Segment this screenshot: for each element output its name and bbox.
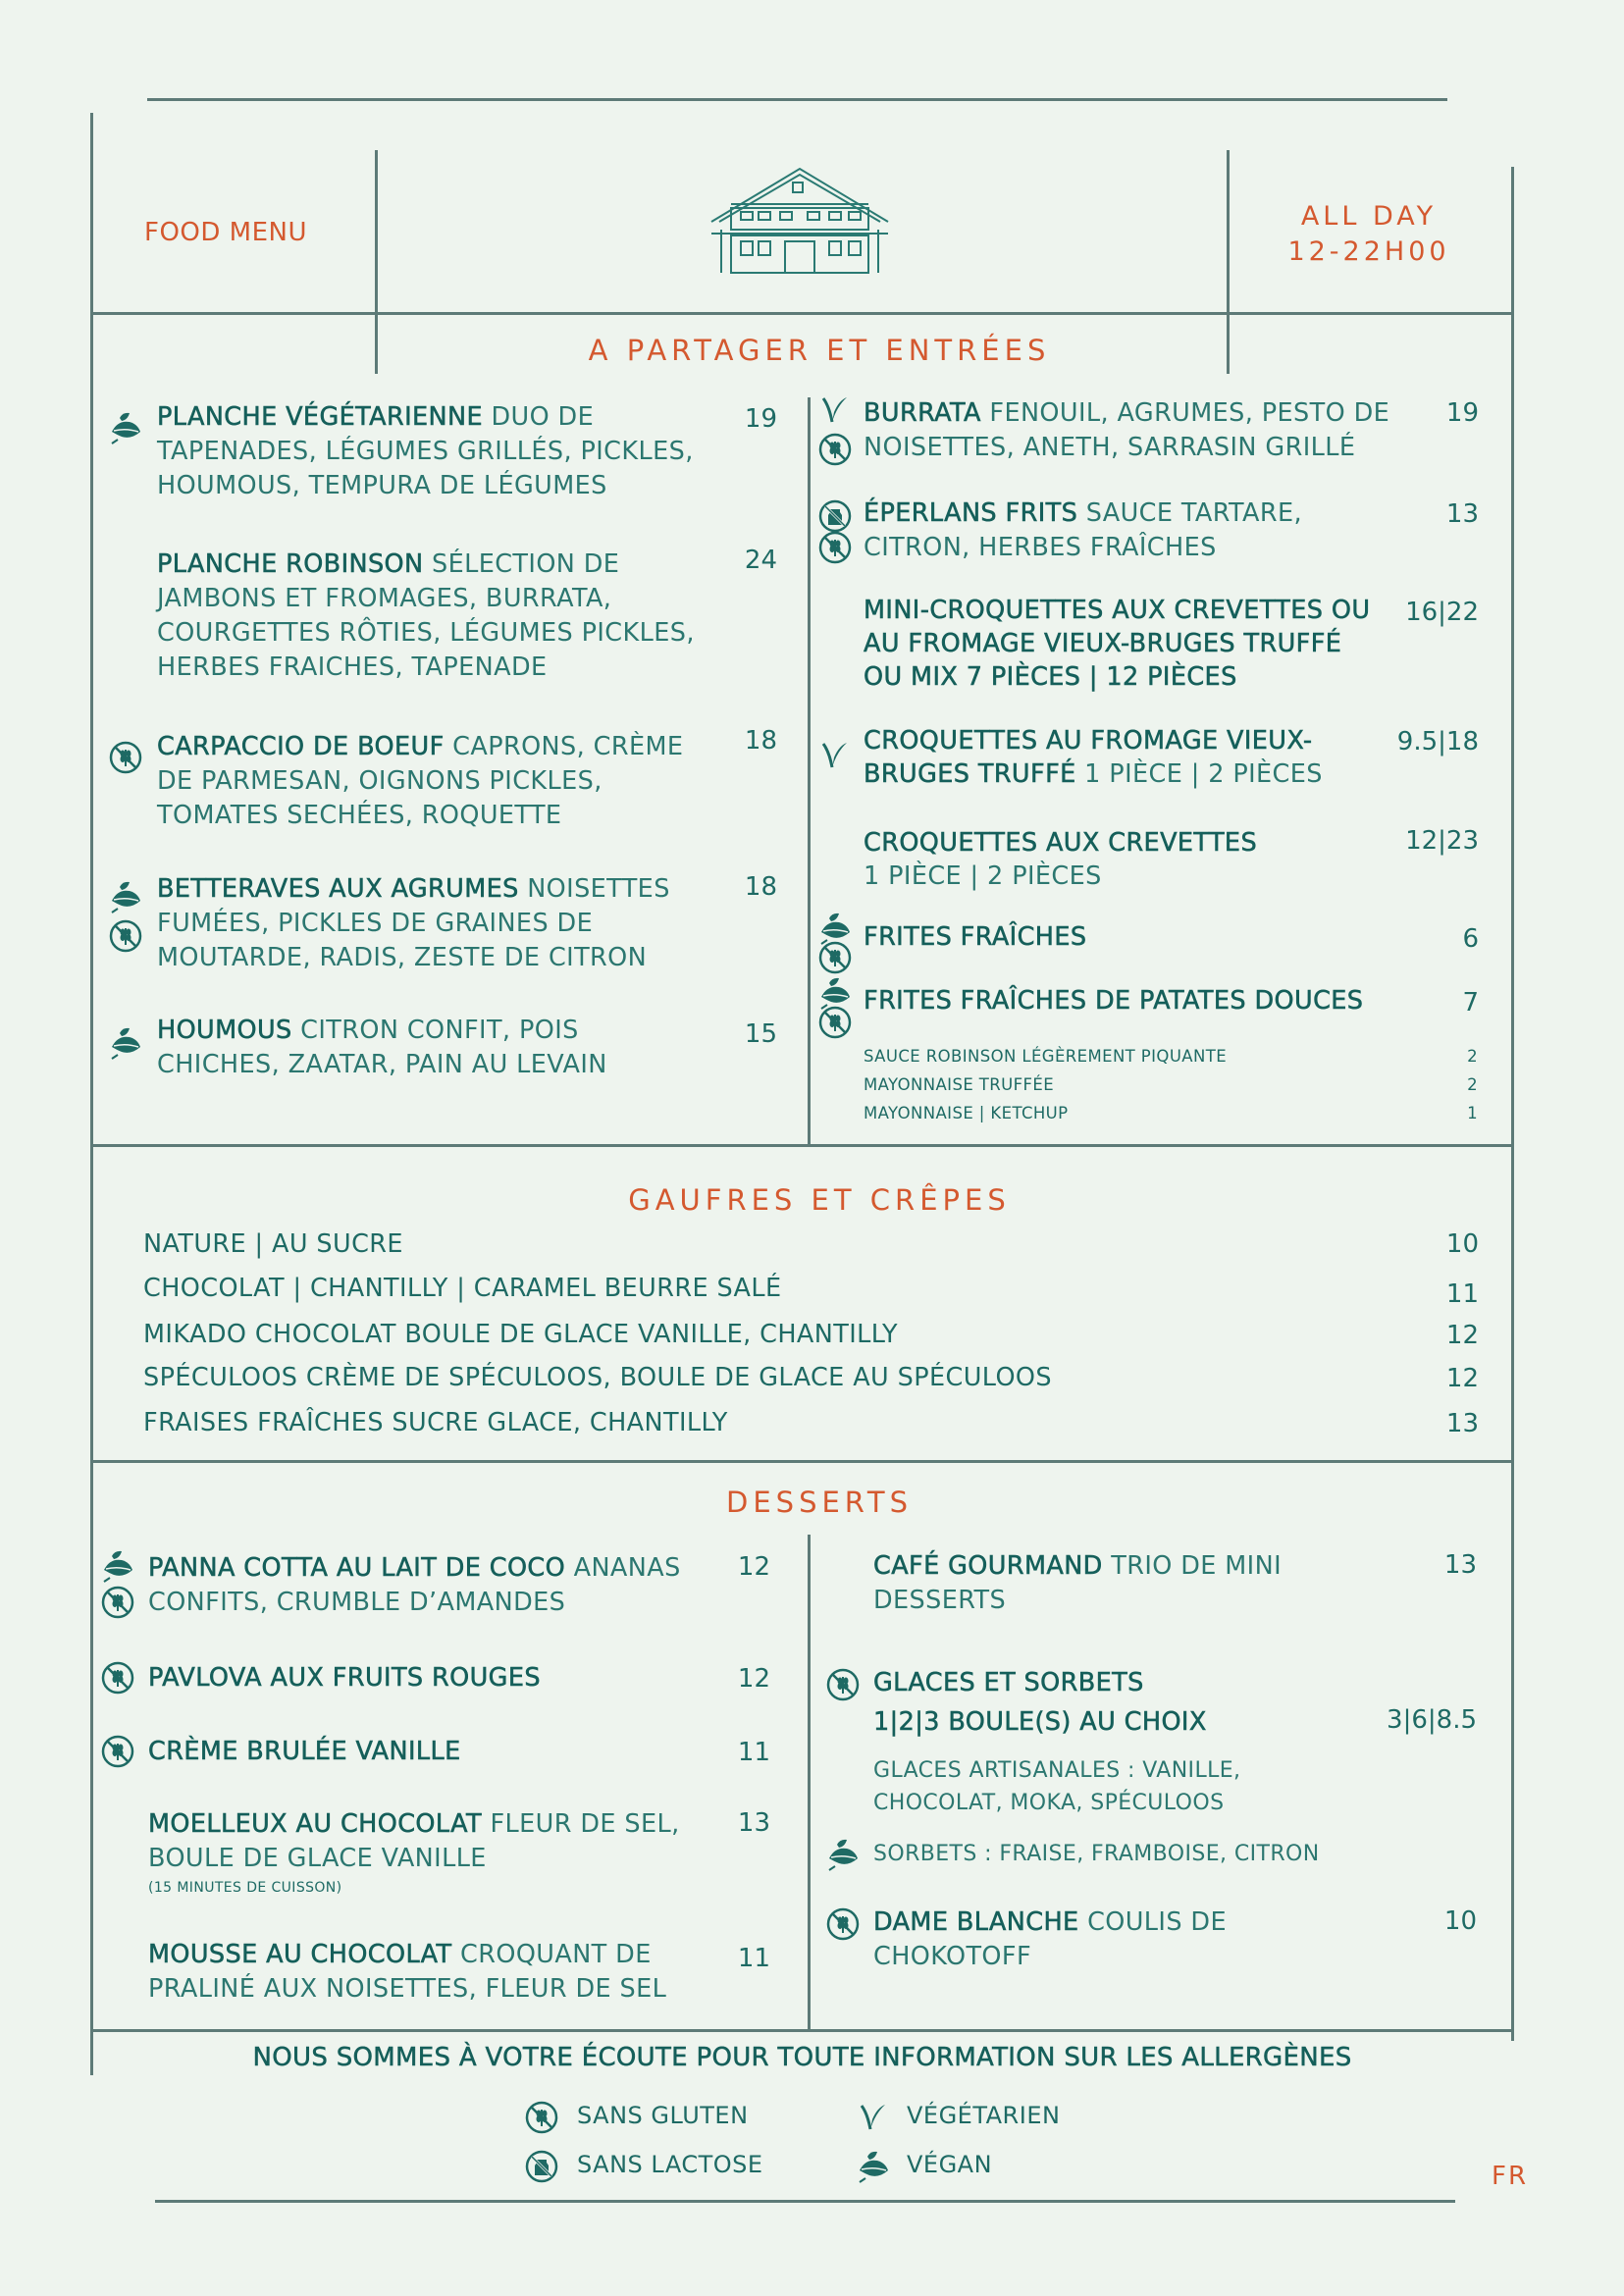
desserts-bottom-line [90, 2029, 1514, 2032]
price: 12 [1445, 1321, 1479, 1350]
menu-item-glaces-sorbets: GLACES ET SORBETS 1|2|3 BOULE(S) AU CHOIX [873, 1668, 1207, 1737]
price: 10 [1443, 1906, 1477, 1936]
all-day-label: ALL DAY [1300, 201, 1438, 232]
vegan-icon [100, 1548, 135, 1584]
section-title-gaufres: GAUFRES ET CRÊPES [628, 1183, 1011, 1217]
menu-item-pavlova: PAVLOVA AUX FRUITS ROUGES [148, 1663, 541, 1693]
menu-item-frites-patates-douces: FRITES FRAÎCHES DE PATATES DOUCES [864, 986, 1364, 1016]
price: 11 [737, 1944, 770, 1973]
sauce-price: 2 [1467, 1047, 1478, 1066]
gluten-free-icon [825, 1906, 861, 1942]
menu-item-panna-cotta: PANNA COTTA AU LAIT DE COCO ANANAS CONFITS, CRUMBLE D’AMANDES [148, 1553, 681, 1617]
price: 6 [1462, 924, 1479, 954]
sauce-label: MAYONNAISE TRUFFÉE [864, 1075, 1055, 1094]
menu-item-mikado: MIKADO CHOCOLAT BOULE DE GLACE VANILLE, CHANTILLY [143, 1320, 898, 1349]
price: 9.5|18 [1396, 727, 1479, 757]
price: 3|6|8.5 [1387, 1705, 1477, 1735]
menu-item-planche-vegetarienne: PLANCHE VÉGÉTARIENNE DUO DE TAPENADES, LÉGUMES GRILLÉS, PICKLES, HOUMOUS, TEMPURA DE LÉGUMES [157, 402, 694, 500]
menu-item-betteraves: BETTERAVES AUX AGRUMES NOISETTES FUMÉES, PICKLES DE GRAINES DE MOUTARDE, RADIS, ZESTE DE CITRON [157, 874, 670, 972]
gluten-free-icon [100, 1585, 135, 1620]
menu-item-chocolat: CHOCOLAT | CHANTILLY | CARAMEL BEURRE SALÉ [143, 1274, 782, 1303]
price: 19 [1445, 398, 1479, 428]
vegan-icon [825, 1837, 861, 1872]
menu-item-cafe-gourmand: CAFÉ GOURMAND TRIO DE MINI DESSERTS [873, 1551, 1282, 1615]
left-border-line [90, 113, 93, 2075]
menu-item-nature: NATURE | AU SUCRE [143, 1229, 403, 1259]
vegetarian-icon [817, 392, 853, 428]
vegetarian-icon [817, 738, 853, 773]
vegan-icon [108, 410, 143, 445]
price: 13 [1445, 499, 1479, 529]
top-border-line [147, 98, 1447, 101]
menu-item-creme-brulee: CRÈME BRULÉE VANILLE [148, 1737, 461, 1766]
price: 13 [1443, 1550, 1477, 1580]
vegetarian-icon [856, 2100, 891, 2135]
gluten-free-icon [825, 1667, 861, 1702]
price: 10 [1445, 1229, 1479, 1259]
section-title-desserts: DESSERTS [726, 1486, 913, 1519]
glaces-description: GLACES ARTISANALES : VANILLE, CHOCOLAT, MOKA, SPÉCULOOS [873, 1758, 1241, 1815]
legend-label-sans-gluten: SANS GLUTEN [577, 2102, 749, 2129]
cooking-time-note: (15 MINUTES DE CUISSON) [148, 1880, 342, 1896]
desserts-column-divider [808, 1535, 811, 2030]
allergen-note: NOUS SOMMES À VOTRE ÉCOUTE POUR TOUTE INFORMATION SUR LES ALLERGÈNES [252, 2043, 1352, 2072]
sauce-price: 2 [1467, 1075, 1478, 1094]
price: 16|22 [1405, 598, 1479, 627]
menu-item-burrata: BURRATA FENOUIL, AGRUMES, PESTO DE NOISETTES, ANETH, SARRASIN GRILLÉ [864, 398, 1390, 462]
header-bottom-line [90, 312, 1514, 315]
legend-label-sans-lactose: SANS LACTOSE [577, 2151, 763, 2178]
lactose-free-icon [524, 2149, 559, 2184]
section-title-partager: A PARTAGER ET ENTRÉES [588, 334, 1051, 367]
lactose-free-icon [817, 498, 853, 534]
menu-item-mousse: MOUSSE AU CHOCOLAT CROQUANT DE PRALINÉ AUX NOISETTES, FLEUR DE SEL [148, 1940, 667, 2004]
gluten-free-icon [108, 740, 143, 775]
sorbets-description: SORBETS : FRAISE, FRAMBOISE, CITRON [873, 1842, 1320, 1866]
menu-item-dame-blanche: DAME BLANCHE COULIS DE CHOKOTOFF [873, 1907, 1227, 1971]
menu-item-eperlans: ÉPERLANS FRITS SAUCE TARTARE, CITRON, HERBES FRAÎCHES [864, 498, 1302, 562]
menu-item-planche-robinson: PLANCHE ROBINSON SÉLECTION DE JAMBONS ET FROMAGES, BURRATA, COURGETTES RÔTIES, LÉGUMES PICKLES, HERBES FRAICHES, TAPENADE [157, 549, 695, 682]
gluten-free-icon [817, 940, 853, 975]
menu-item-houmous: HOUMOUS CITRON CONFIT, POIS CHICHES, ZAATAR, PAIN AU LEVAIN [157, 1016, 607, 1079]
menu-item-croquettes-crevettes: CROQUETTES AUX CREVETTES 1 PIÈCE | 2 PIÈCES [864, 828, 1258, 891]
gluten-free-icon [817, 432, 853, 467]
price: 13 [737, 1808, 770, 1838]
vegan-icon [108, 1025, 143, 1061]
language-label: FR [1492, 2162, 1529, 2191]
food-menu-label: FOOD MENU [144, 218, 308, 247]
menu-item-moelleux: MOELLEUX AU CHOCOLAT FLEUR DE SEL, BOULE DE GLACE VANILLE [148, 1809, 680, 1873]
vegan-icon [856, 2149, 891, 2184]
gluten-free-icon [524, 2100, 559, 2135]
menu-item-speculoos: SPÉCULOOS CRÈME DE SPÉCULOOS, BOULE DE GLACE AU SPÉCULOOS [143, 1363, 1052, 1392]
menu-item-carpaccio: CARPACCIO DE BOEUF CAPRONS, CRÈME DE PARMESAN, OIGNONS PICKLES, TOMATES SECHÉES, ROQUETTE [157, 732, 684, 830]
menu-item-croquettes-fromage: CROQUETTES AU FROMAGE VIEUX- BRUGES TRUFFÉ 1 PIÈCE | 2 PIÈCES [864, 726, 1323, 789]
price: 7 [1462, 988, 1479, 1018]
price: 24 [744, 546, 777, 575]
gluten-free-icon [817, 530, 853, 565]
partager-bottom-line [90, 1144, 1514, 1147]
sauce-price: 1 [1467, 1104, 1478, 1122]
hours-label: 12-22H00 [1287, 236, 1450, 267]
partager-column-divider [808, 397, 811, 1145]
price: 18 [744, 726, 777, 756]
price: 15 [744, 1019, 777, 1049]
gluten-free-icon [817, 1005, 853, 1040]
right-border-line [1511, 167, 1514, 2041]
gluten-free-icon [100, 1734, 135, 1769]
price: 12 [737, 1552, 770, 1582]
chalet-building-icon [702, 165, 898, 275]
price: 18 [744, 872, 777, 902]
price: 11 [1445, 1279, 1479, 1309]
menu-item-mini-croquettes: MINI-CROQUETTES AUX CREVETTES OU AU FROMAGE VIEUX-BRUGES TRUFFÉ OU MIX 7 PIÈCES | 12 PIÈCES [864, 596, 1371, 692]
price: 12 [737, 1664, 770, 1694]
sauce-label: MAYONNAISE | KETCHUP [864, 1104, 1069, 1122]
hours-block [1266, 199, 1472, 270]
price: 11 [737, 1738, 770, 1767]
menu-item-fraises: FRAISES FRAÎCHES SUCRE GLACE, CHANTILLY [143, 1408, 728, 1437]
price: 13 [1445, 1409, 1479, 1438]
price: 12 [1445, 1364, 1479, 1393]
gluten-free-icon [108, 918, 143, 954]
vegan-icon [108, 879, 143, 914]
price: 19 [744, 404, 777, 434]
legend-label-vegetarien: VÉGÉTARIEN [907, 2102, 1061, 2129]
gaufres-bottom-line [90, 1460, 1514, 1463]
gluten-free-icon [100, 1660, 135, 1696]
bottom-border-line [155, 2200, 1455, 2203]
price: 12|23 [1405, 826, 1479, 856]
menu-item-frites: FRITES FRAÎCHES [864, 922, 1087, 952]
sauce-label: SAUCE ROBINSON LÉGÈREMENT PIQUANTE [864, 1047, 1228, 1066]
legend-label-vegan: VÉGAN [907, 2151, 993, 2178]
header-divider-left [375, 150, 378, 374]
